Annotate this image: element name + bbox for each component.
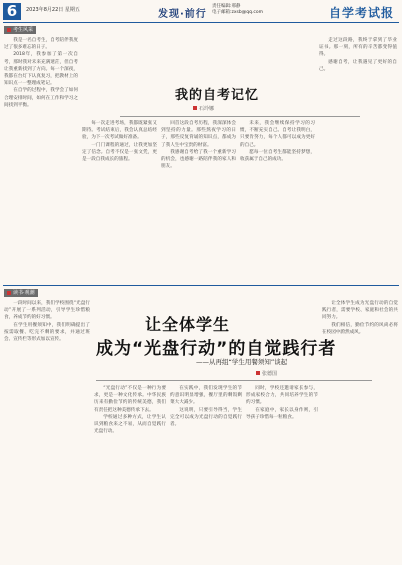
paragraph: 我们相信，勤俭节约的风尚必将在校园中蔚然成风。 bbox=[322, 322, 398, 335]
article1-column-4 bbox=[240, 120, 315, 282]
article2-author: 张德国 bbox=[256, 370, 277, 377]
article2-column-1 bbox=[4, 300, 90, 562]
article1-column-2 bbox=[82, 120, 157, 282]
article2-column-3 bbox=[170, 385, 242, 562]
section-tag-2 bbox=[4, 289, 38, 297]
header-rule bbox=[3, 22, 399, 23]
paragraph: 学校通过多种方式，让学生认识到粮食来之不易，从而自觉践行光盘行动。 bbox=[94, 414, 166, 435]
article2-column-2 bbox=[94, 385, 166, 562]
paragraph: 回首这段自考历程，我深深体会到坚持的力量。那些熬夜学习的日子，那些反复背诵的知识点，都成为了我人生中宝贵的财富。 bbox=[161, 121, 236, 148]
section-tag-1 bbox=[4, 26, 36, 34]
masthead-logo: 自学考试报 bbox=[328, 6, 394, 20]
paragraph: 在实践中，我们发现学生的节约意识明显增强，餐厅里的剩饭剩菜大大减少。 bbox=[170, 386, 242, 406]
article2-column-4 bbox=[246, 385, 318, 562]
issue-date: 2023年8月22日 星期五 bbox=[26, 7, 80, 13]
article2-title-line1: 让全体学生 bbox=[145, 315, 231, 334]
editor-name: 责任编辑:邢静 bbox=[212, 4, 241, 9]
paragraph: 同时，学校还邀请家长参与，形成家校合力，共同培养学生的节约习惯。 bbox=[246, 386, 318, 406]
paragraph: 我感谢自考给了我一个重新学习的机会，也感谢一路陪伴我的家人和朋友。 bbox=[161, 149, 236, 170]
article1-column-3 bbox=[161, 120, 236, 282]
editor-email: 电子邮箱:zxsb@qq.com bbox=[212, 10, 263, 15]
paragraph: 让全体学生成为光盘行动的自觉践行者，需要学校、家庭和社会的共同努力。 bbox=[322, 301, 398, 321]
section-tag-label: 读书·观潮 bbox=[13, 290, 35, 296]
tag-marker-icon bbox=[7, 28, 11, 32]
article2-subtitle: ——从再组“学生用餐须知”谈起 bbox=[196, 358, 288, 366]
paragraph: 一门门课程的通过，让我更加坚定了信念。自考不仅是一张文凭，更是一段自我成长的旅程。 bbox=[82, 142, 157, 163]
article1-title: 我的自考记忆 bbox=[175, 88, 260, 103]
paragraph: “光盘行动”不仅是一种行为要求，更是一种文化传承。中华民族历来有勤俭节约的传统美德，我们有责任把这种美德传承下去。 bbox=[94, 386, 166, 413]
section-tag-label: 考生风采 bbox=[13, 27, 34, 33]
paragraph: 走过这段路，我终于拿到了毕业证书。那一刻，所有的辛苦都变得值得。 bbox=[319, 38, 397, 58]
paragraph: 愿每一位自考生都能坚持梦想，收获属于自己的成功。 bbox=[240, 149, 315, 163]
paragraph: 在家庭中，家长以身作则，引导孩子珍惜每一粒粮食。 bbox=[246, 407, 318, 420]
editor-info bbox=[212, 4, 263, 16]
page-number: 6 bbox=[3, 3, 21, 20]
article1-column-1 bbox=[4, 37, 78, 282]
article1-author: 石玲娜 bbox=[193, 105, 214, 112]
paragraph: 这说明，只要引导得当，学生完全可以成为光盘行动的自觉践行者。 bbox=[170, 407, 242, 428]
paragraph: 在学生用餐须知中，我们明确提出了按需取餐、吃完不剩的要求，并通过班会、宣传栏等形式加以宣传。 bbox=[4, 322, 90, 343]
tag-marker-icon bbox=[7, 291, 11, 295]
page-header bbox=[0, 0, 402, 22]
paragraph: 每一次走进考场，我都既紧张又期待。考试结束后，我会认真总结经验，为下一次考试做好准备。 bbox=[82, 121, 157, 141]
paragraph: 我是一名自考生，自考陪伴我度过了很多难忘的日子。 bbox=[4, 38, 78, 51]
paragraph: 在自学的过程中，我学会了如何合理安排时间，如何在工作和学习之间找到平衡。 bbox=[4, 88, 78, 108]
article2-title-line2: 成为“光盘行动”的自觉践行者 bbox=[96, 339, 337, 359]
article2-column-5 bbox=[322, 300, 398, 562]
author-marker-icon bbox=[256, 371, 260, 375]
column-name: 发现·前行 bbox=[158, 9, 207, 20]
paragraph: 未来，我会继续保持学习的习惯，不断充实自己。自考让我明白，只要肯努力，每个人都可以成为更好的自己。 bbox=[240, 121, 315, 148]
article1-column-5 bbox=[319, 37, 397, 282]
section-divider bbox=[3, 285, 399, 286]
paragraph: 2018年，我参加了第一次自考，那时我对未来充满迷茫，但自考让我重新找到了方向。每一个深夜，我都在台灯下认真复习，把教材上的知识点一一整理成笔记。 bbox=[4, 52, 78, 87]
paragraph: 一段时间以来，我们学校围绕“光盘行动”开展了一系列活动，引导学生珍惜粮食，养成节约的好习惯。 bbox=[4, 301, 90, 321]
paragraph: 感谢自考，让我遇见了更好的自己。 bbox=[319, 59, 397, 72]
author-marker-icon bbox=[193, 106, 197, 110]
